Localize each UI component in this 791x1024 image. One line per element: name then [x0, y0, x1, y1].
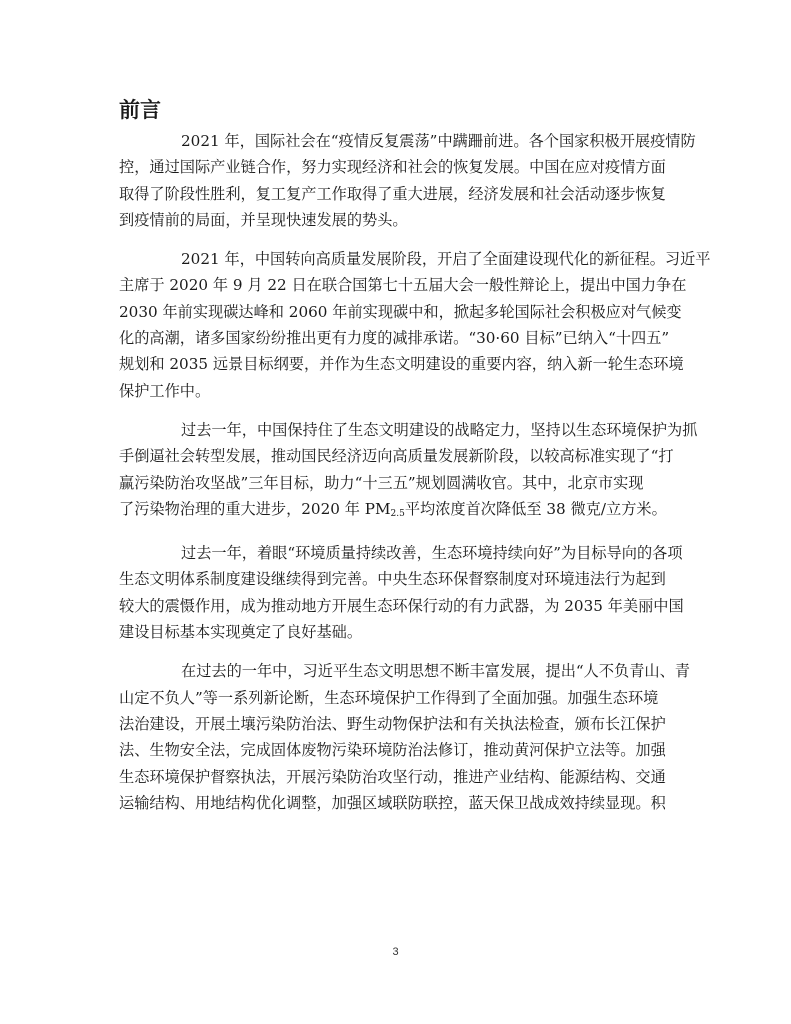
text-line: 法、生物安全法，完成固体废物污染环境防治法修订，推动黄河保护立法等。加强: [119, 741, 666, 760]
text-line-pm: [119, 496, 675, 527]
text-line: 控，通过国际产业链合作，努力实现经济和社会的恢复发展。中国在应对疫情方面: [119, 158, 666, 177]
text-line: 主席于 2020 年 9 月 22 日在联合国第七十五届大会一般性辩论上，提出中国力争在: [119, 276, 687, 295]
text-line: 山定不负人”等一系列新论断，生态环境保护工作得到了全面加强。加强生态环境: [119, 688, 659, 707]
text-line: 2021 年，中国转向高质量发展阶段，开启了全面建设现代化的新征程。习近平: [181, 250, 711, 269]
pm-subscript: 2.5: [390, 508, 405, 519]
paragraph-3: [119, 417, 698, 527]
text-line: 赢污染防治攻坚战”三年目标，助力“十三五”规划圆满收官。其中，北京市实现: [119, 473, 644, 492]
body-text: [119, 128, 711, 829]
text-segment: 平均浓度首次降低至 38 微克/立方米。: [404, 499, 667, 518]
text-line: 规划和 2035 远景目标纲要，并作为生态文明建设的重要内容，纳入新一轮生态环境: [119, 355, 684, 374]
text-line: 较大的震慑作用，成为推动地方开展生态环保行动的有力武器，为 2035 年美丽中国: [119, 596, 684, 615]
paragraph-2: [119, 246, 711, 404]
section-heading: 前言: [119, 98, 161, 122]
text-line: 生态环境保护督察执法，开展污染防治攻坚行动，推进产业结构、能源结构、交通: [119, 767, 666, 786]
text-line: 过去一年，着眼“环境质量持续改善，生态环境持续向好”为目标导向的各项: [181, 544, 683, 563]
text-line: 化的高潮，诸多国家纷纷推出更有力度的减排承诺。“30·60 目标”已纳入“十四五”: [119, 329, 670, 348]
text-line: 在过去的一年中，习近平生态文明思想不断丰富发展，提出“人不负青山、青: [181, 662, 690, 681]
text-line: 生态文明体系制度建设继续得到完善。中央生态环保督察制度对环境违法行为起到: [119, 570, 666, 589]
paragraph-5: [119, 658, 690, 816]
text-line: 取得了阶段性胜利，复工复产工作取得了重大进展，经济发展和社会活动逐步恢复: [119, 184, 666, 203]
text-line: 过去一年，中国保持住了生态文明建设的战略定力，坚持以生态环境保护为抓: [181, 420, 698, 439]
text-line: 到疫情前的局面，并呈现快速发展的势头。: [119, 210, 408, 229]
text-line: 2021 年，国际社会在“疫情反复震荡”中蹒跚前进。各个国家积极开展疫情防: [181, 132, 696, 150]
paragraph-1: [119, 128, 696, 233]
text-line: 保护工作中。: [119, 381, 211, 400]
text-segment: 了污染物治理的重大进步，2020 年 PM: [119, 499, 391, 518]
text-line: 2030 年前实现碳达峰和 2060 年前实现碳中和，掀起多轮国际社会积极应对气候变: [119, 302, 682, 321]
text-line: 建设目标基本实现奠定了良好基础。: [119, 623, 362, 642]
paragraph-4: [119, 540, 684, 645]
text-line: 法治建设，开展土壤污染防治法、野生动物保护法和有关执法检查，颁布长江保护: [119, 714, 666, 733]
text-line: 运输结构、用地结构优化调整，加强区域联防联控，蓝天保卫战成效持续显现。积: [119, 793, 666, 812]
page-number: 3: [392, 946, 399, 958]
text-line: 手倒逼社会转型发展，推动国民经济迈向高质量发展新阶段，以较高标准实现了“打: [119, 447, 674, 466]
